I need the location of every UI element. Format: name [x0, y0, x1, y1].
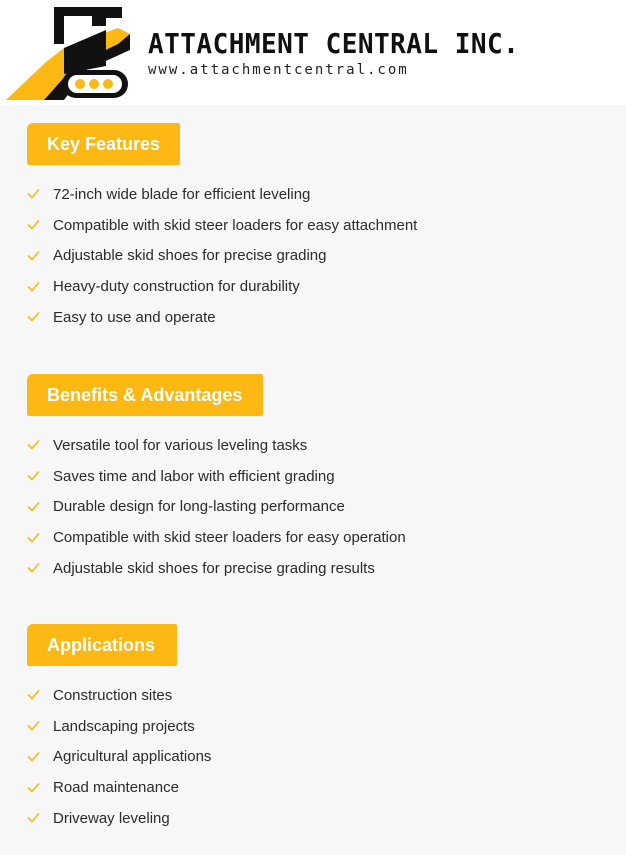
list-item-text: Driveway leveling	[53, 809, 170, 827]
list-item-text: Landscaping projects	[53, 717, 195, 735]
list-item	[0, 522, 626, 553]
check-icon	[27, 781, 40, 794]
site-header	[0, 0, 626, 105]
list-item	[0, 492, 626, 523]
brand-url[interactable]: www.attachmentcentral.com	[148, 62, 409, 78]
list-item	[0, 302, 626, 333]
list-item	[0, 461, 626, 492]
list-item-text: Durable design for long-lasting performance	[53, 498, 345, 516]
feature-list	[0, 680, 626, 834]
list-item-text: 72-inch wide blade for efficient leveling	[53, 185, 311, 203]
check-icon	[27, 500, 40, 513]
list-item	[0, 179, 626, 210]
check-icon	[27, 310, 40, 323]
check-icon	[27, 187, 40, 200]
list-item-text: Easy to use and operate	[53, 308, 216, 326]
list-item-text: Adjustable skid shoes for precise grading results	[53, 559, 375, 577]
check-icon	[27, 438, 40, 451]
list-item-text: Agricultural applications	[53, 748, 212, 766]
list-item-text: Construction sites	[53, 686, 173, 704]
check-icon	[27, 719, 40, 732]
list-item-text: Compatible with skid steer loaders for easy operation	[53, 529, 406, 547]
brand-name[interactable]: ATTACHMENT CENTRAL INC.	[148, 27, 520, 60]
list-item	[0, 430, 626, 461]
check-icon	[27, 750, 40, 763]
check-icon	[27, 469, 40, 482]
check-icon	[27, 249, 40, 262]
list-item-text: Versatile tool for various leveling tasks	[53, 436, 308, 454]
check-icon	[27, 561, 40, 574]
list-item-text: Compatible with skid steer loaders for easy attachment	[53, 216, 418, 234]
list-item	[0, 772, 626, 803]
section-title: Applications	[27, 624, 177, 666]
feature-list	[0, 179, 626, 333]
list-item	[0, 803, 626, 834]
list-item-text: Adjustable skid shoes for precise grading	[53, 247, 327, 265]
main-content	[0, 105, 626, 855]
feature-list	[0, 430, 626, 584]
list-item	[0, 742, 626, 773]
section-title: Benefits & Advantages	[27, 374, 263, 416]
list-item	[0, 553, 626, 584]
check-icon	[27, 218, 40, 231]
skid-steer-logo-icon[interactable]	[6, 4, 142, 102]
check-icon	[27, 688, 40, 701]
list-item	[0, 210, 626, 241]
list-item	[0, 711, 626, 742]
check-icon	[27, 811, 40, 824]
list-item-text: Saves time and labor with efficient grading	[53, 467, 335, 485]
list-item	[0, 241, 626, 272]
list-item-text: Heavy-duty construction for durability	[53, 278, 300, 296]
list-item	[0, 271, 626, 302]
list-item	[0, 680, 626, 711]
check-icon	[27, 280, 40, 293]
check-icon	[27, 531, 40, 544]
section-title: Key Features	[27, 123, 180, 165]
list-item-text: Road maintenance	[53, 779, 179, 797]
